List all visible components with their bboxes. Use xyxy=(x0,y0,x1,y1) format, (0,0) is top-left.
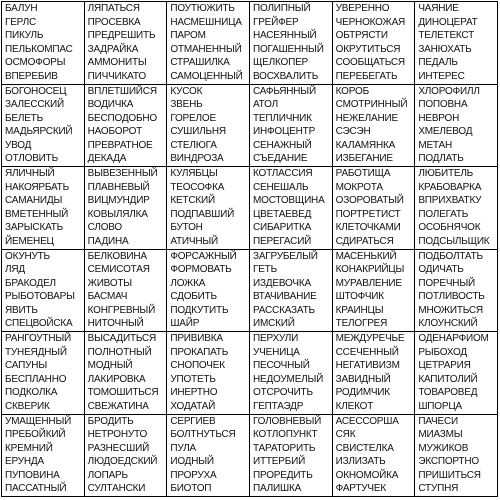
word: ФОРСАЖНЫЙ xyxy=(170,250,237,262)
word: ОСОБНЯЧОК xyxy=(418,222,481,234)
word: СЕНЕШАЛЬ xyxy=(252,181,309,193)
word: ЙЕМЕНЕЦ xyxy=(5,235,54,247)
word: СУШИЛЬНЯ xyxy=(170,126,226,138)
grid-cell xyxy=(2,415,85,498)
grid-cell xyxy=(415,2,498,85)
word: БОЛТНУТЬСЯ xyxy=(170,429,236,441)
word: СЕРГИЕВ xyxy=(170,415,216,427)
grid-cell xyxy=(415,167,498,250)
word: ТОМОШИТЬСЯ xyxy=(87,387,159,399)
word: ХМЕЛЕВОД xyxy=(418,126,473,138)
word: ГОЛОВНЕВЫЙ xyxy=(252,415,322,427)
word: КРАБОВАРКА xyxy=(418,181,482,193)
word: САПУНЫ xyxy=(5,360,47,372)
word: ТАРАТОРИТЬ xyxy=(252,442,316,454)
word: СЭСЭН xyxy=(335,126,371,138)
word: ПОДЛАТЬ xyxy=(418,153,464,165)
word: ЦЕТРАРИЯ xyxy=(418,360,471,372)
word: СПЕЦВОЙСКА xyxy=(5,318,73,330)
word: ПЕЛЬКОМПАС xyxy=(5,43,73,55)
word: САМАНИДЫ xyxy=(5,195,63,207)
word: СИБАРИТКА xyxy=(252,222,312,234)
word: ТЕОСОФКА xyxy=(170,181,225,193)
grid-cell xyxy=(2,85,85,168)
word: КОТЛОПУНКТ xyxy=(252,429,318,441)
word: ЗАНЮХАТЬ xyxy=(418,43,472,55)
word: ПОДБОЛТАТЬ xyxy=(418,250,483,262)
word: КЛЕКОТ xyxy=(335,400,374,412)
word: ПОЛНОТНЫЙ xyxy=(87,346,152,358)
word: НАСМЕШНИЦА xyxy=(170,16,242,28)
word: ТЕЛОГРЕЯ xyxy=(335,318,388,330)
word: СНОПОЧЕК xyxy=(170,360,225,372)
word: ГЕПТАЭДР xyxy=(252,400,304,412)
word: РЫБОХОД xyxy=(418,346,467,358)
word: МИАЗМЫ xyxy=(418,429,463,441)
word: ЭКСПОРТНО xyxy=(418,456,479,468)
word: ЕРУНДА xyxy=(5,456,44,468)
word: ВМЕТЕННЫЙ xyxy=(5,208,69,220)
word: ВПЕРЕБИВ xyxy=(5,70,58,82)
word: БЕЛЕТЬ xyxy=(5,112,43,124)
word: БАЛУН xyxy=(5,3,38,14)
word: РАССКАЗАТЬ xyxy=(252,304,315,316)
word: ВТАЧИВАНИЕ xyxy=(252,291,317,303)
word: ПЛАВНЕВЫЙ xyxy=(87,181,150,193)
word: БЕСПЛАННО xyxy=(5,373,67,385)
word: ПОДПАВШИЙ xyxy=(170,208,235,220)
word: ТУНЕЯДНЫЙ xyxy=(5,346,67,358)
word: ПЕРЕБЕГАТЬ xyxy=(335,70,398,82)
word: НАОБОРОТ xyxy=(87,126,143,138)
word: ДИНОЦЕРАТ xyxy=(418,16,478,28)
word: ПРОКАПАТЬ xyxy=(170,346,229,358)
word: КЛЕТОЧКАМИ xyxy=(335,222,401,234)
word: ОДИЧАТЬ xyxy=(418,264,464,276)
word: КАПИТОЛИЙ xyxy=(418,373,478,385)
word: САМОЦЕННЫЙ xyxy=(170,70,243,82)
word: ЦВЕТАЕВЕД xyxy=(252,208,312,220)
word: НАСЕЯННЫЙ xyxy=(252,30,317,42)
word: УВЕРЕННО xyxy=(335,3,390,14)
word: СТЕЛЮГА xyxy=(170,139,217,151)
word: КОРОБ xyxy=(335,85,369,97)
word: КОВЫЛЯЛКА xyxy=(87,208,148,220)
grid-cell xyxy=(333,85,416,168)
word: НЕГАТИВИЗМ xyxy=(335,360,400,372)
word: ГОРЕЛОЕ xyxy=(170,112,216,124)
word: ЛЯПАТЬСЯ xyxy=(87,3,140,14)
word: ВПЛЕТШИЙСЯ xyxy=(87,85,157,97)
word: БЕСПОДОБНО xyxy=(87,112,157,124)
word: ВОСХВАЛИТЬ xyxy=(252,70,319,82)
word: БЕЛКОВИНА xyxy=(87,250,147,262)
word: ФАРТУЧЕК xyxy=(335,483,386,495)
word: АТОЛ xyxy=(252,99,278,111)
word: ЧЕРНОКОЖАЯ xyxy=(335,16,406,28)
grid-cell xyxy=(2,167,85,250)
word: ПРИШИТЬСЯ xyxy=(418,469,481,481)
grid-cell xyxy=(250,415,333,498)
word: ПОДКОЛКА xyxy=(5,387,58,399)
grid-cell xyxy=(333,415,416,498)
word: НЕЖЕЛАНИЕ xyxy=(335,112,398,124)
word: ШТОФЧИК xyxy=(335,291,384,303)
word: АТИЧНЫЙ xyxy=(170,235,219,247)
word: ПОГАШЕННЫЙ xyxy=(252,43,324,55)
grid-cell xyxy=(85,167,168,250)
grid-cell xyxy=(250,2,333,85)
word: ЛОЖКА xyxy=(170,277,206,289)
word: ПИЧЧИКАТО xyxy=(87,70,146,82)
grid-cell xyxy=(415,250,498,333)
word: ПОЛИПНЫЙ xyxy=(252,3,311,14)
word: ЗАРЫСКАТЬ xyxy=(5,222,64,234)
word: МУРАВЛЕНИЕ xyxy=(335,277,402,289)
word: ПРЕВРАТНОЕ xyxy=(87,139,153,151)
word: СТРАШИЛКА xyxy=(170,57,230,69)
word: ВИНДРОЗА xyxy=(170,153,224,165)
word: ОТМАНЕННЫЙ xyxy=(170,43,242,55)
word: ЖИВОТЫ xyxy=(87,277,132,289)
word: УПОТЕТЬ xyxy=(170,373,216,385)
word: ССЕЧЕННЫЙ xyxy=(335,346,399,358)
word: МАСЕНЬКИЙ xyxy=(335,250,397,262)
grid-cell xyxy=(415,415,498,498)
word: БРАКОДЕЛ xyxy=(5,277,56,289)
word: ПОРЕЧНЫЙ xyxy=(418,277,475,289)
word: ПАЛИШКА xyxy=(252,483,302,495)
word-grid xyxy=(1,1,498,497)
grid-cell xyxy=(167,250,250,333)
word: ИЗДЕВОЧКА xyxy=(252,277,311,289)
word: СЪЕДАНИЕ xyxy=(252,153,308,165)
word: ЯЛИЧНЫЙ xyxy=(5,168,55,179)
word: СЕМИСОТАЯ xyxy=(87,264,150,276)
word: ЛЮДОЕДСКИЙ xyxy=(87,456,158,468)
word: БИОТОП xyxy=(170,483,212,495)
grid-cell xyxy=(85,85,168,168)
word: ПЕРЕГАСИЙ xyxy=(252,235,312,247)
word: ПИКУЛЬ xyxy=(5,30,44,42)
grid-cell xyxy=(333,167,416,250)
word: КУСОК xyxy=(170,85,203,97)
word: КАЛАМЯНКА xyxy=(335,139,396,151)
word: КОТЛАССИЯ xyxy=(252,168,313,179)
word: СМОТРИННЫЙ xyxy=(335,99,408,111)
word: ОЗОРОВАТЫЙ xyxy=(335,195,404,207)
word: ПРЕБОЙКИЙ xyxy=(5,429,66,441)
word: ПЕРХУЛИ xyxy=(252,333,299,344)
word: ОСМОФОРЫ xyxy=(5,57,66,69)
word: БОГОНОСЕЦ xyxy=(5,85,67,97)
word: ИМСКИЙ xyxy=(252,318,295,330)
grid-cell xyxy=(167,85,250,168)
word: НЕДОУМЕЛЫЙ xyxy=(252,373,324,385)
word: ЗАГРУБЕЛЫЙ xyxy=(252,250,318,262)
word: ПРЕДРЕШИТЬ xyxy=(87,30,156,42)
word: ОКРУТИТЬСЯ xyxy=(335,43,401,55)
word: ИТТЕРБИЙ xyxy=(252,456,306,468)
word: СООБЩАТЬСЯ xyxy=(335,57,405,69)
word: ОТСРОЧИТЬ xyxy=(252,387,313,399)
grid-cell xyxy=(167,2,250,85)
word: ХЛОРОФИЛЛ xyxy=(418,85,480,97)
word: ЯВИТЬ xyxy=(5,304,38,316)
word: МЕЖДУРЕЧЬЕ xyxy=(335,333,405,344)
word: РЫБОТОВАРЫ xyxy=(5,291,75,303)
grid-cell xyxy=(333,250,416,333)
word: СДОБИТЬ xyxy=(170,291,217,303)
word: ГЕТЬ xyxy=(252,264,277,276)
word: СЛОВО xyxy=(87,222,123,234)
word: ПЕСОЧНЫЙ xyxy=(252,360,310,372)
word: МНОЖИТЬСЯ xyxy=(418,304,483,316)
word: КУЛЯБЦЫ xyxy=(170,168,218,179)
grid-cell xyxy=(85,332,168,415)
word: МОСТОВЩИНА xyxy=(252,195,325,207)
word: ЗАЛЕССКИЙ xyxy=(5,99,65,111)
word: БАСМАЧ xyxy=(87,291,128,303)
grid-cell xyxy=(2,2,85,85)
word: ПОРТРЕТИСТ xyxy=(335,208,401,220)
word: ИЗБЕГАНИЕ xyxy=(335,153,393,165)
word: ПОЛЕГАТЬ xyxy=(418,208,469,220)
word: УМАЩЕННЫЙ xyxy=(5,415,72,427)
word: ОКНОМОЙКА xyxy=(335,469,399,481)
grid-cell xyxy=(250,332,333,415)
word: ЛОПАРЬ xyxy=(87,469,128,481)
word: МУЖИКОВ xyxy=(418,442,469,454)
word: ПРИВИВКА xyxy=(170,333,223,344)
word: ОТЛОВИТЬ xyxy=(5,153,58,165)
word: ФОРМОВАТЬ xyxy=(170,264,232,276)
word: ПУЛА xyxy=(170,442,196,454)
word: ВОДИЧКА xyxy=(87,99,134,111)
grid-cell xyxy=(2,332,85,415)
word: ГЕРЛС xyxy=(5,16,36,28)
grid-cell xyxy=(2,250,85,333)
word: ПОДКУТИТЬ xyxy=(170,304,229,316)
word: РАБОТИЩА xyxy=(335,168,391,179)
word: МАДЬЯРСКИЙ xyxy=(5,126,73,138)
word: САФЬЯННЫЙ xyxy=(252,85,316,97)
word: НЕТРОНУТО xyxy=(87,429,148,441)
word: ПОДСЫЛЬЩИК xyxy=(418,235,490,247)
word: ЗВЕНЬ xyxy=(170,99,203,111)
word: ШПОРЦА xyxy=(418,400,462,412)
word: ГРЕЙФЕР xyxy=(252,16,299,28)
word: ВПРИХВАТКУ xyxy=(418,195,482,207)
word: УВОД xyxy=(5,139,32,151)
grid-cell xyxy=(250,250,333,333)
word: ШАЙР xyxy=(170,318,200,330)
word: ЛЯД xyxy=(5,264,25,276)
grid-cell xyxy=(167,167,250,250)
word: ПЕДАЛЬ xyxy=(418,57,458,69)
word: КРАИНЦЫ xyxy=(335,304,384,316)
word: КЛОУНСКИЙ xyxy=(418,318,478,330)
word: МОДНЫЙ xyxy=(87,360,133,372)
word: СДИРАТЬСЯ xyxy=(335,235,394,247)
word: НИТОЧНЫЙ xyxy=(87,318,144,330)
word: СУЛТАНСКИ xyxy=(87,483,146,495)
word: ПОТЛИВОСТЬ xyxy=(418,291,485,303)
word: КЕТСКИЙ xyxy=(170,195,215,207)
word: УЧЕНИЦА xyxy=(252,346,300,358)
grid-cell xyxy=(333,332,416,415)
word: ИОДНЫЙ xyxy=(170,456,214,468)
word: НАКОЯРБАТЬ xyxy=(5,181,69,193)
word: РАНГОУТНЫЙ xyxy=(5,333,72,344)
word: АММОНИТЫ xyxy=(87,57,147,69)
word: ТОВАРОВЕД xyxy=(418,387,478,399)
word: ПРОРЕДИТЬ xyxy=(252,469,313,481)
word: ТЕЛЕТЕКСТ xyxy=(418,30,475,42)
word: ИНФОЦЕНТР xyxy=(252,126,316,138)
word: ОКУНУТЬ xyxy=(5,250,50,262)
word: ИЗЛИЗАТЬ xyxy=(335,456,386,468)
word: ПРОСЕВКА xyxy=(87,16,141,28)
word: ЛЮБИТЕЛЬ xyxy=(418,168,474,179)
word: СЯК xyxy=(335,429,356,441)
word: ПАДИНА xyxy=(87,235,129,247)
word: ДЕКАДА xyxy=(87,153,127,165)
word: ВИЦМУНДИР xyxy=(87,195,150,207)
word: ТЕПЛИЧНИК xyxy=(252,112,312,124)
word: ЩЕЛКОПЕР xyxy=(252,57,309,69)
word: ПОУТЮЖИТЬ xyxy=(170,3,235,14)
grid-cell xyxy=(85,2,168,85)
word: НЕВРОН xyxy=(418,112,460,124)
word: КРЕМНИЙ xyxy=(5,442,53,454)
word: КОНГРЕВНЫЙ xyxy=(87,304,156,316)
word: ИНЕРТНО xyxy=(170,387,218,399)
word: ОБТРЯСТИ xyxy=(335,30,388,42)
word: СЕНАЖНЫЙ xyxy=(252,139,312,151)
word: СКВЕРИК xyxy=(5,400,50,412)
word: ПАРОМ xyxy=(170,30,206,42)
grid-cell xyxy=(167,415,250,498)
word: ВЫСАДИТЬСЯ xyxy=(87,333,157,344)
word: ЗАВИДНЫЙ xyxy=(335,373,391,385)
word: БРОДИТЬ xyxy=(87,415,134,427)
word: ОДЕНАРФИОМ xyxy=(418,333,489,344)
grid-cell xyxy=(415,332,498,415)
grid-cell xyxy=(415,85,498,168)
word: БУТОН xyxy=(170,222,203,234)
word: КОНАКРИЙЦЫ xyxy=(335,264,405,276)
word: МЕТАН xyxy=(418,139,452,151)
word: ЧАЯНИЕ xyxy=(418,3,459,14)
word: ЛАКИРОВКА xyxy=(87,373,146,385)
word: РАЗНЕСШИЙ xyxy=(87,442,150,454)
word: МОКРОТА xyxy=(335,181,383,193)
grid-cell xyxy=(167,332,250,415)
grid-cell xyxy=(85,415,168,498)
word: ИНТЕРЕС xyxy=(418,70,465,82)
word: АСЕССОРША xyxy=(335,415,399,427)
word: СВИСТЕЛКА xyxy=(335,442,394,454)
word: РОДИМЧИК xyxy=(335,387,390,399)
word: ВЫВЕЗЕННЫЙ xyxy=(87,168,158,179)
grid-cell xyxy=(250,85,333,168)
word: СВЕЖАТИНА xyxy=(87,400,149,412)
word: ЗАДРАЙКА xyxy=(87,43,139,55)
word: СТУПНЯ xyxy=(418,483,459,495)
word: ПУПОВИНА xyxy=(5,469,60,481)
word: ХОДАТАЙ xyxy=(170,400,216,412)
grid-cell xyxy=(250,167,333,250)
grid-cell xyxy=(85,250,168,333)
word: ПАССАТНЫЙ xyxy=(5,483,67,495)
word: ПРОРУХА xyxy=(170,469,217,481)
grid-cell xyxy=(333,2,416,85)
word: ПАЧЕСИ xyxy=(418,415,458,427)
word: ПОПОВНА xyxy=(418,99,468,111)
